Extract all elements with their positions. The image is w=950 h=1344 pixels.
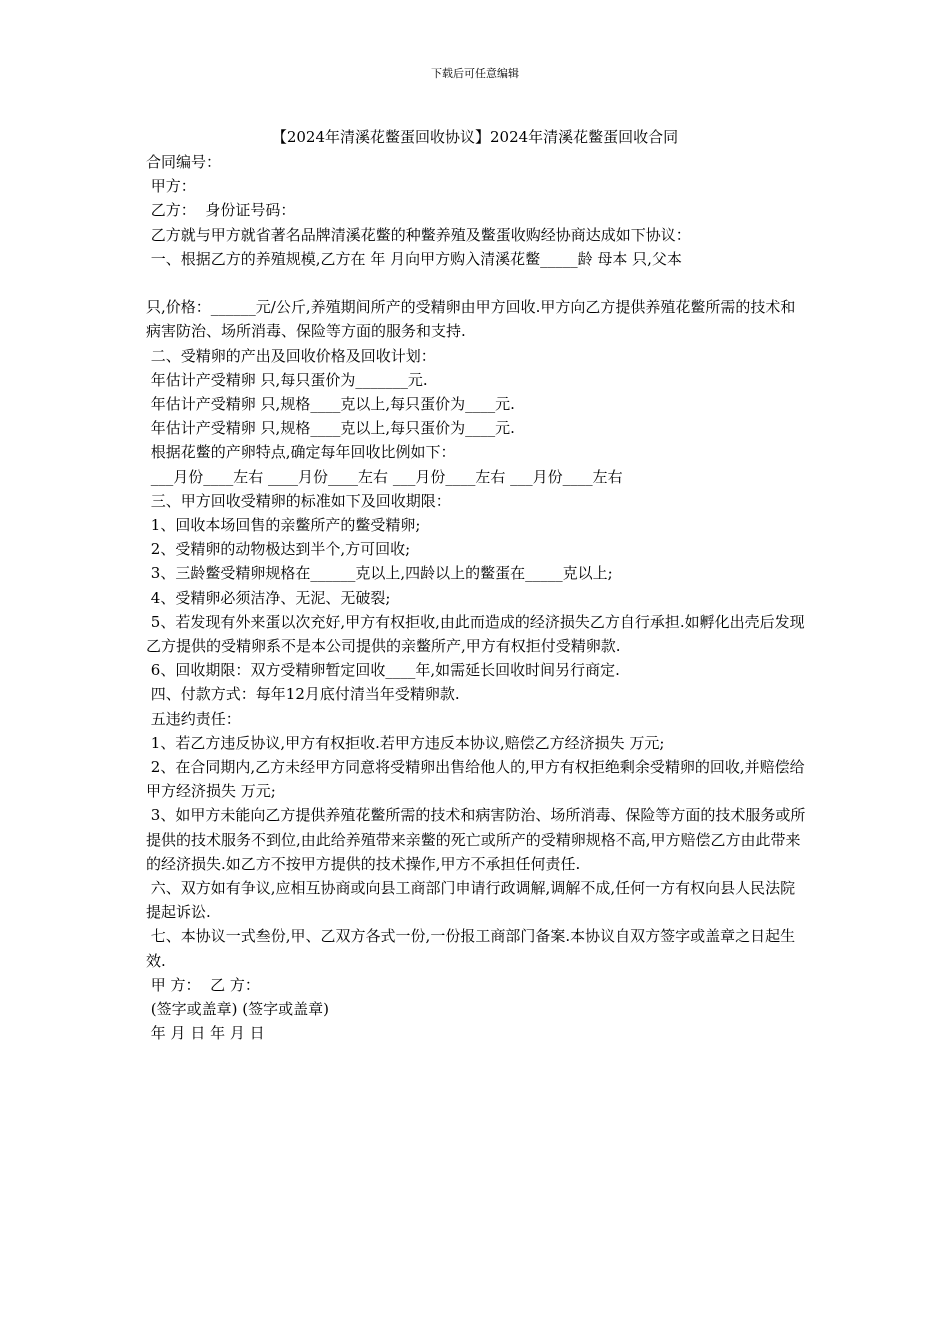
clause-6: 六、双方如有争议,应相互协商或向县工商部门申请行政调解,调解不成,任何一方有权向县人民法院提起诉讼. <box>146 879 796 922</box>
clause-2-item: 年估计产受精卵 只,每只蛋价为_______元. <box>146 370 428 389</box>
clause-7: 七、本协议一式叁份,甲、乙双方各式一份,一份报工商部门备案.本协议自双方签字或盖章之日起生效. <box>146 927 796 970</box>
clause-3-item: 2、受精卵的动物极达到半个,方可回收; <box>146 540 411 559</box>
party-a-line: 甲方： <box>146 177 196 196</box>
blank-line <box>146 271 810 295</box>
document-title: 【2024年清溪花鳖蛋回收协议】2024年清溪花鳖蛋回收合同 <box>271 128 679 146</box>
clause-2-item: 年估计产受精卵 只,规格____克以上,每只蛋价为____元. <box>146 395 515 414</box>
clause-3-item: 4、受精卵必须洁净、无泥、无破裂; <box>146 588 391 607</box>
clause-5-item: 1、若乙方违反协议,甲方有权拒收.若甲方违反本协议,赔偿乙方经济损失 万元; <box>146 733 665 752</box>
contract-number-line: 合同编号： <box>146 153 222 171</box>
clause-2-heading: 二、受精卵的产出及回收价格及回收计划： <box>146 346 436 365</box>
clause-4: 四、付款方式：每年12月底付清当年受精卵款. <box>146 685 460 704</box>
clause-3-item: 5、若发现有外来蛋以次充好,甲方有权拒收,由此而造成的经济损失乙方自行承担.如孵化出壳后发现乙方提供的受精卵系不是本公司提供的亲鳖所产,甲方有权拒付受精卵款. <box>146 612 805 656</box>
clause-3-item: 3、三龄鳖受精卵规格在______克以上,四龄以上的鳖蛋在_____克以上; <box>146 564 613 583</box>
contract-body <box>146 150 810 1046</box>
clause-1-continued: 只,价格：______元/公斤,养殖期间所产的受精卵由甲方回收.甲方向乙方提供养殖花鳖所需的技术和病害防治、场所消毒、保险等方面的服务和支持. <box>146 298 796 341</box>
clause-3-item: 6、回收期限：双方受精卵暂定回收____年,如需延长回收时间另行商定. <box>146 661 620 680</box>
party-b-line: 乙方： 身份证号码： <box>146 201 296 220</box>
clause-3-heading: 三、甲方回收受精卵的标准如下及回收期限： <box>146 491 451 510</box>
signature-seal: (签字或盖章) (签字或盖章) <box>146 1000 329 1019</box>
preamble: 乙方就与甲方就省著名品牌清溪花鳖的种鳖养殖及鳖蛋收购经协商达成如下协议： <box>146 225 691 244</box>
clause-2-item: 年估计产受精卵 只,规格____克以上,每只蛋价为____元. <box>146 419 515 438</box>
clause-5-item: 2、在合同期内,乙方未经甲方同意将受精卵出售给他人的,甲方有权拒绝剩余受精卵的回收,并赔偿给甲方经济损失 万元; <box>146 758 805 801</box>
header-note: 下载后可任意编辑 <box>431 67 519 80</box>
signature-date: 年 月 日 年 月 日 <box>146 1024 265 1043</box>
clause-5-item: 3、如甲方未能向乙方提供养殖花鳖所需的技术和病害防治、场所消毒、保险等方面的技术服务或所提供的技术服务不到位,由此给养殖带来亲鳖的死亡或所产的受精卵规格不高,甲方赔偿乙方由此带来的经济损失.如乙方不按甲方提供的技术操作,甲方不承担任何责任. <box>146 806 806 873</box>
clause-2-item: ___月份____左右 ____月份____左右 ___月份____左右 ___月份____左右 <box>146 467 623 486</box>
clause-5-heading: 五违约责任： <box>146 709 241 728</box>
clause-2-item: 根据花鳖的产卵特点,确定每年回收比例如下： <box>146 443 456 462</box>
clause-1: 一、根据乙方的养殖规模,乙方在 年 月向甲方购入清溪花鳖_____龄 母本 只,父本 <box>146 249 682 268</box>
clause-3-item: 1、回收本场回售的亲鳖所产的鳖受精卵; <box>146 516 421 535</box>
signature-parties: 甲 方： 乙 方： <box>146 975 260 994</box>
